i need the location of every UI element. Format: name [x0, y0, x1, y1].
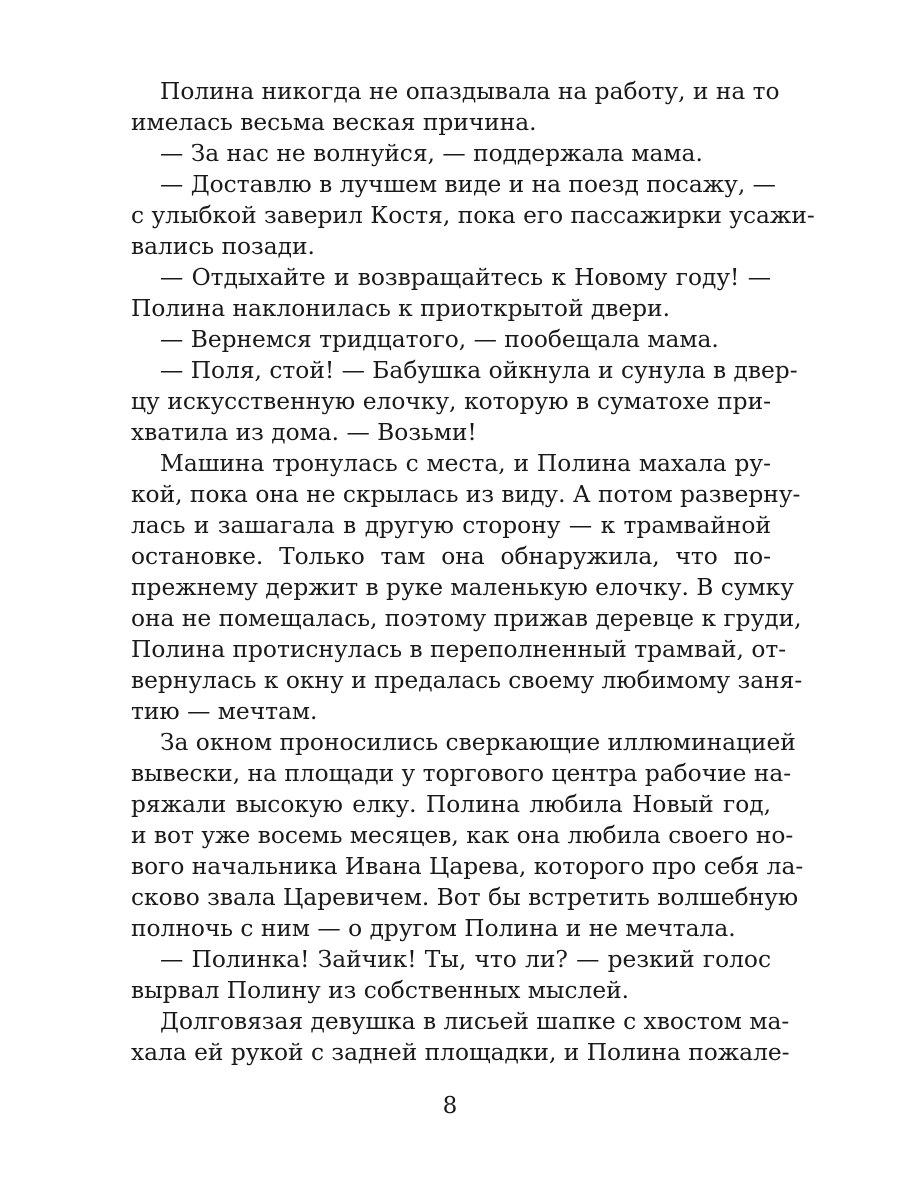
text-line: сково звала Царевичем. Вот бы встретить волшебную: [131, 884, 799, 911]
text-line: прежнему держит в руке маленькую елочку. В сумку: [131, 574, 794, 601]
text-line: — Полинка! Зайчик! Ты, что ли? — резкий голос: [160, 946, 771, 973]
text-line: полночь с ним — о другом Полина и не мечтала.: [131, 915, 736, 942]
text-line: цу искусственную елочку, которую в суматохе при-: [131, 388, 771, 415]
text-line: ряжали высокую елку. Полина любила Новый год,: [131, 791, 771, 818]
text-line: — Доставлю в лучшем виде и на поезд посажу, —: [160, 171, 776, 198]
text-line: имелась весьма веская причина.: [131, 109, 537, 136]
text-line: вырвал Полину из собственных мыслей.: [131, 977, 630, 1004]
text-line: Полина никогда не опаздывала на работу, и на то: [160, 78, 780, 105]
page-number: 8: [442, 1093, 458, 1119]
text-line: вались позади.: [131, 233, 315, 260]
text-line: — Поля, стой! — Бабушка ойкнула и сунула в двер-: [160, 357, 798, 384]
text-line: — Отдыхайте и возвращайтесь к Новому году! —: [160, 264, 771, 291]
body-text: [131, 76, 815, 1068]
text-line: вого начальника Ивана Царева, которого про себя ла-: [131, 853, 804, 880]
text-line: хватила из дома. — Возьми!: [131, 419, 477, 446]
text-line: За окном проносились сверкающие иллюминацией: [160, 729, 796, 756]
text-line: Машина тронулась с места, и Полина махала ру-: [160, 450, 771, 477]
text-line: она не помещалась, поэтому прижав деревце к груди,: [131, 605, 802, 632]
text-line: — За нас не волнуйся, — поддержала мама.: [160, 140, 703, 167]
text-line: лась и зашагала в другую сторону — к трамвайной: [131, 512, 771, 539]
text-line: вывески, на площади у торгового центра рабочие на-: [131, 760, 792, 787]
text-line: Полина протиснулась в переполненный трамвай, от-: [131, 636, 787, 663]
text-line: остановке. Только там она обнаружила, что по-: [131, 543, 771, 570]
text-line: кой, пока она не скрылась из виду. А потом разверну-: [131, 481, 801, 508]
text-line: хала ей рукой с задней площадки, и Полина пожале-: [131, 1039, 790, 1066]
text-line: вернулась к окну и предалась своему любимому заня-: [131, 667, 803, 694]
text-line: с улыбкой заверил Костя, пока его пассажирки усажи-: [131, 202, 815, 229]
text-line: Долговязая девушка в лисьей шапке с хвостом ма-: [160, 1008, 790, 1035]
text-line: Полина наклонилась к приоткрытой двери.: [131, 295, 670, 322]
text-line: и вот уже восемь месяцев, как она любила своего но-: [131, 822, 794, 849]
text-line: тию — мечтам.: [131, 698, 318, 725]
text-line: — Вернемся тридцатого, — пообещала мама.: [160, 326, 719, 353]
